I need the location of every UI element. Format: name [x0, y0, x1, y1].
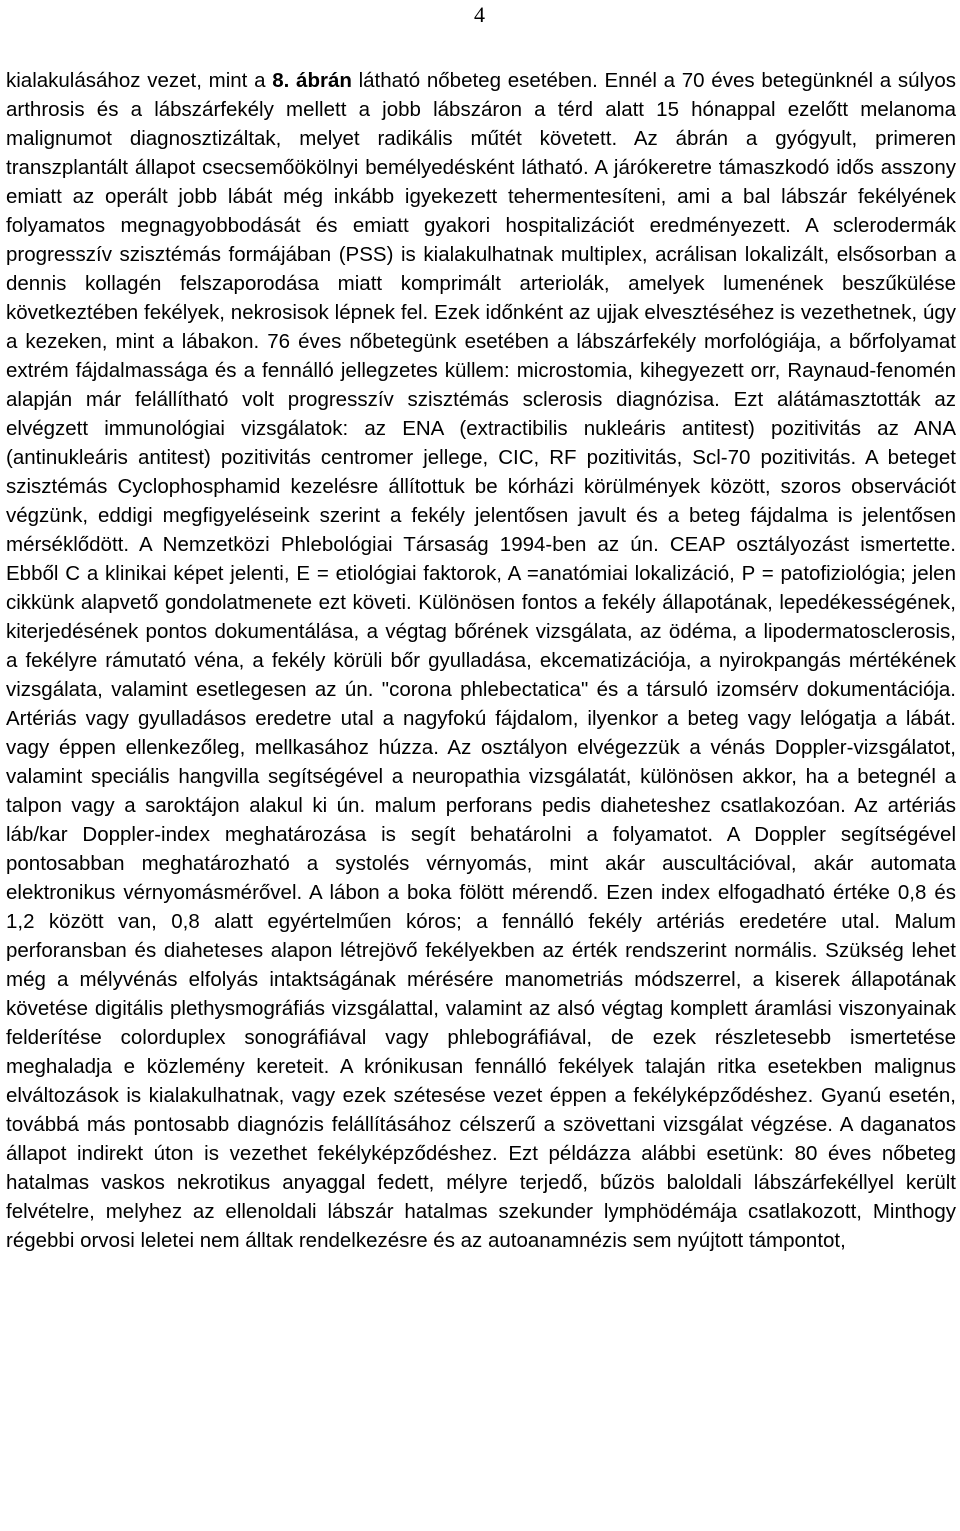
paragraph-text-start: kialakulásához vezet, mint a: [6, 69, 273, 92]
paragraph-text-main: látható nőbeteg esetében. Ennél a 70 éves betegünknél a súlyos arthrosis és a lábszárfekély mellett a jobb lábszáron a térd alatt 15 hónappal ezelőtt melanoma malignumot diagnosztizáltak, melyet radikális műtét követett. Az ábrán a gyógyult, primeren transzplantált állapot csecsemőökölnyi bemélyedésként látható. A járókeretre támaszkodó idős asszony emiatt az operált jobb lábát még inkább igyekezett tehermentesíteni, ami a bal lábszár fekélyének folyamatos megnagyobbodását és emiatt gyakori hospitalizációt eredményezett. A sclerodermák progresszív szisztémás formájában (PSS) is kialakulhatnak multiplex, acrálisan lokalizált, elsősorban a dennis kollagén felszaporodása miatt komprimált arteriolák, amelyek lumenének beszűkülése következtében fekélyek, nekrosisok lépnek fel. Ezek időnként az ujjak elvesztéséhez is vezethetnek, úgy a kezeken, mint a lábakon. 76 éves nőbetegünk esetében a lábszárfekély morfológiája, a bőrfolyamat extrém fájdalmassága és a fennálló jellegzetes küllem: microstomia, kihegyezett orr, Raynaud-fenomén alapján már felállítható volt progresszív szisztémás sclerosis diagnózisa. Ezt alátámasztották az elvégzett immunológiai vizsgálatok: az ENA (extractibilis nukleáris antitest) pozitivitás az ANA (antinukleáris antitest) pozitivitás centromer jellege, CIC, RF pozitivitás, Scl-70 pozitivitás. A beteget szisztémás Cyclophosphamid kezelésre állítottuk be kórházi körülmények között, szoros observációt végzünk, eddigi megfigyeléseink szerint a fekély jelentősen javult és a beteg fájdalma is jelentősen mérséklődött. A Nemzetközi Phlebológiai Társaság 1994-ben az ún. CEAP osztályozást ismertette. Ebből C a klinikai képet jelenti, E = etiológiai faktorok, A =anatómiai lokalizáció, P = patofiziológia; jelen cikkünk alapvető gondolatmenete ezt követi. Különösen fontos a fekély állapotának, lepedékességének, kiterjedésének pontos dokumentálása, a végtag bőrének vizsgálata, az ödéma, a lipodermatosclerosis, a fekélyre rámutató véna, a fekély körüli bőr gyulladása, ekcematizációja, a nyirokpangás mértékének vizsgálata, valamint esetlegesen az ún. "corona phlebectatica" és a társuló izomsérv dokumentációja. Artériás vagy gyulladásos eredetre utal a nagyfokú fájdalom, ilyenkor a beteg vagy lelógatja a lábát. vagy éppen ellenkezőleg, mellkasához húzza. Az osztályon elvégezzük a vénás Doppler-vizsgálatot, valamint speciális hangvilla segítségével a neuropathia vizsgálatát, különösen akkor, ha a betegnél a talpon vagy a saroktájon alakul ki ún. malum perforans pedis diaheteshez csatlakozóan. Az artériás láb/kar Doppler-index meghatározása is segít behatárolni a folyamatot. A Doppler segítségével pontosabban meghatározható a systolés vérnyomás, mint akár auscultációval, akár automata elektronikus vérnyomásmérővel. A lábon a boka fölött mérendő. Ezen index elfogadható értéke 0,8 és 1,2 között van, 0,8 alatt egyértelműen kóros; a fennálló fekély artériás eredetére utal. Malum perforansban és diaheteses alapon létrejövő fekélyekben az érték rendszerint normális. Szükség lehet még a mélyvénás elfolyás intaktságának mérésére manometriás módszerrel, a kiserek állapotának követése digitális plethysmográfiás vizsgálattal, valamint az alsó végtag komplett áramlási viszonyainak felderítése colorduplex sonográfiával vagy phlebográfiával, de ezek részletesebb ismertetése meghaladja e közlemény kereteit. A krónikusan fennálló fekélyek talaján ritka esetekben malignus elváltozások is kialakulhatnak, vagy ezek szétesése vezet éppen a fekélyképződéshez. Gyanú esetén, továbbá más pontosabb diagnózis felállításához célszerű a szövettani vizsgálat végzése. A daganatos állapot indirekt úton is vezethet fekélyképződéshez. Ezt példázza alábbi esetünk: 80 éves nőbeteg hatalmas vaskos nekrotikus anyaggal fedett, mélyre terjedő, bűzös baloldali lábszárfekéllyel került felvételre, melyhez az ellenoldali lábszár hatalmas szekunder lymphödémája csatlakozott, Minthogy régebbi orvosi leletei nem álltak rendelkezésre és az autoanamnézis sem nyújtott támpontot,: [6, 69, 957, 1252]
body-paragraph: [6, 66, 956, 1255]
page-number: 4: [474, 2, 485, 27]
figure-reference: 8. ábrán: [272, 69, 352, 92]
